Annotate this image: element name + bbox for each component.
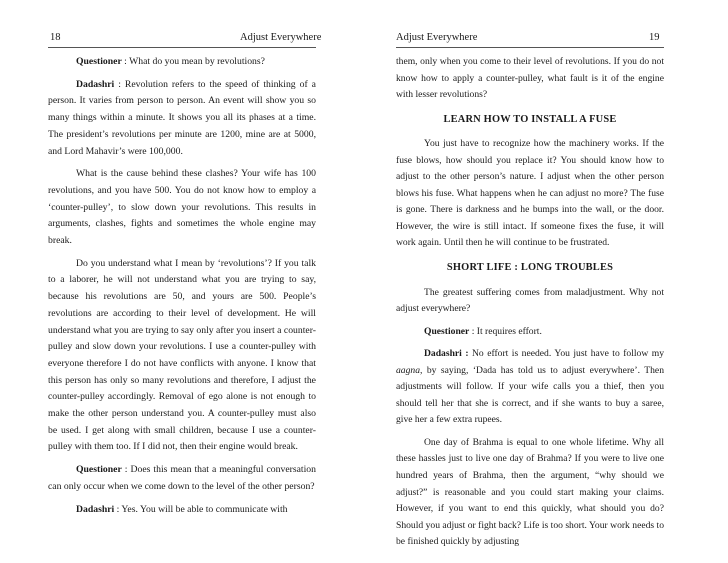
paragraph (48, 54, 316, 71)
page-number-left: 18 (50, 32, 61, 43)
paragraph (48, 256, 316, 456)
paragraph (48, 462, 316, 495)
speaker-label: Questioner (424, 325, 470, 337)
paragraph-text: : Does this mean that a meaningful conversation can only occur when we come down to the level of the other person? (48, 464, 316, 492)
speaker-label: Dadashri (76, 503, 115, 515)
paragraph-text: by saying, ‘Dada has told us to adjust everywhere’. Then adjustments will follow. If your wife calls you a thief, then you should tell her that she is correct, and if she wants to buy a saree, give her a few extra rupees. (396, 364, 664, 426)
paragraph-text: No effort is needed. You just have to follow my (468, 348, 665, 360)
paragraph-text: Do you understand what I mean by ‘revolutions’? If you talk to a laborer, he will not understand what you are trying to say, because his revolutions are 50, and yours are 500. People’s revolutions are according to their level of development. He will understand what you are trying to say only after you insert a counter-pulley and slow down your revolutions. I use a counter-pulley with everyone therefore I do not have conflicts with anyone. I know that this person has only so many revolutions and therefore, I adjust the counter-pulley accordingly. Removal of ego alone is not enough to make the other person understand you. A counter-pulley must also be used. I get along with small children, because I use a counter-pulley with them too. If I did not, then their engine would break. (48, 257, 316, 453)
section-heading: SHORT LIFE : LONG TROUBLES (446, 262, 614, 274)
speaker-label: Questioner (76, 56, 122, 67)
paragraph-text: : What do you mean by revolutions? (121, 56, 265, 67)
paragraph: The greatest suffering comes from maladjustment. Why not adjust everywhere? (396, 286, 664, 315)
paragraph (48, 166, 316, 250)
header-rule-left (48, 47, 316, 48)
italic-term: aagna, (396, 364, 423, 376)
paragraph-text: : Yes. You will be able to communicate with (114, 503, 288, 515)
paragraph: One day of Brahma is equal to one whole lifetime. Why all these hassles just to live one day of Brahma? If you were to live one hundred years of Brahma, then the argument, “why should we adjust?” is reasonable and you could start making your claims. However, if you want to end this quickly, what should you do? Should you adjust or fight back? Life is too short. Your work needs to be finished quickly by adjusting (396, 436, 664, 548)
speaker-label: Dadashri : (424, 348, 469, 360)
paragraph-text: : Revolution refers to the speed of thinking of a person. It varies from person to person. An event will show you so many things within a minute. It shows you all its phases at a time. The president’s revolutions per minute are 1200, mine are at 5000, and Lord Mahavir’s were 100,000. (48, 78, 316, 157)
paragraph (48, 77, 316, 161)
paragraph: You just have to recognize how the machinery works. If the fuse blows, how should you replace it? You should know how to adjust to the other person’s nature. I adjust when the other person blows his fuse. What happens when he can adjust no more? The fuse is gone. There is darkness and he bumps into the wall, or the door. However, the wire is still intact. If someone fixes the fuse, it will work again. Until then he will continue to be frustrated. (396, 138, 664, 249)
section-heading: LEARN HOW TO INSTALL A FUSE (443, 113, 617, 125)
speaker-label: Questioner (76, 464, 122, 476)
paragraph (48, 502, 316, 519)
speaker-label: Dadashri (76, 78, 115, 90)
header-rule-right (396, 47, 664, 48)
page-number-right: 19 (649, 32, 660, 43)
paragraph (396, 324, 664, 341)
left-page-body (48, 54, 316, 524)
paragraph-text: : It requires effort. (469, 325, 542, 337)
right-page-body (396, 54, 664, 557)
paragraph (396, 346, 664, 429)
running-head-right: Adjust Everywhere (396, 32, 478, 43)
paragraph-text: What is the cause behind these clashes? Your wife has 100 revolutions, and you have 500. You do not know how to employ a ‘counter-pulley’, to slow down your revolutions. This results in arguments, clashes, fights and sometimes the whole engine may break. (48, 168, 316, 247)
running-head-left: Adjust Everywhere (240, 32, 322, 43)
paragraph: them, only when you come to their level of revolutions. If you do not know how to apply a counter-pulley, what fault is it of the engine with lesser revolutions? (396, 56, 664, 101)
right-page (364, 0, 728, 563)
